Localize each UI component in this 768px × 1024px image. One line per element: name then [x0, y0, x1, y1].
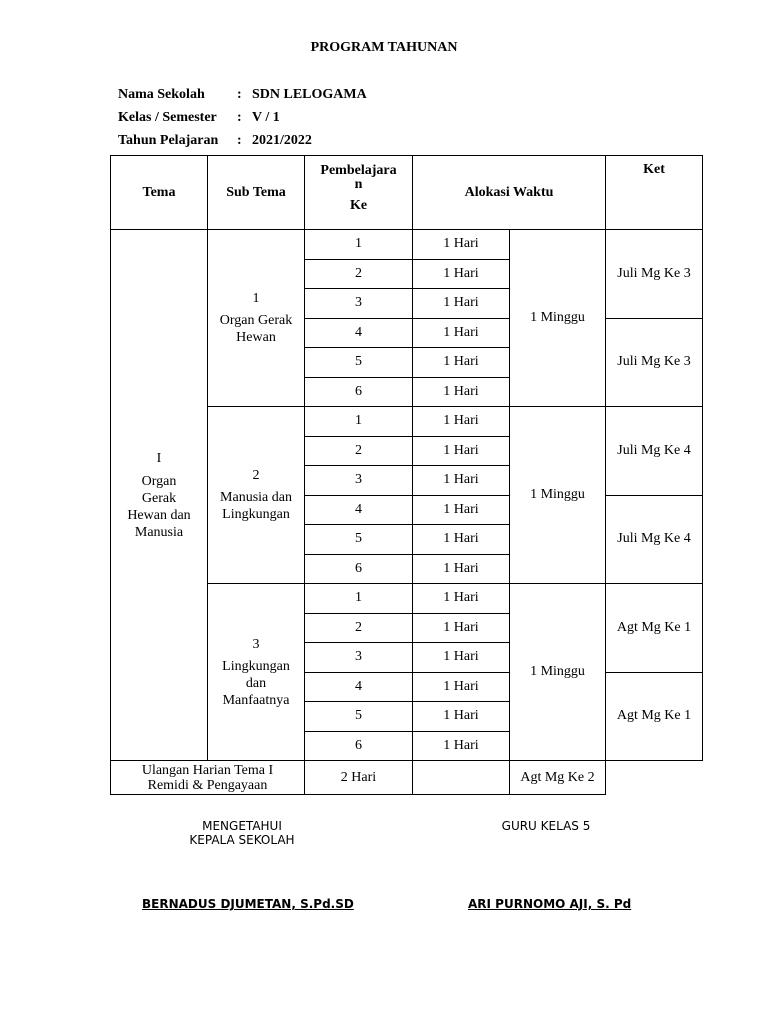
alokasi-hari: 1 Hari	[413, 495, 510, 525]
info-label: Kelas / Semester	[118, 110, 217, 125]
alokasi-hari: 1 Hari	[413, 731, 510, 761]
pembelajaran-ke: 5	[305, 702, 413, 732]
alokasi-hari: 1 Hari	[413, 436, 510, 466]
signature-right-heading	[476, 819, 616, 833]
ulangan-line: Ulangan Harian Tema I	[141, 762, 274, 778]
ket-cell: Agt Mg Ke 1	[606, 584, 703, 673]
pembelajaran-ke: 3	[305, 289, 413, 319]
info-label: Nama Sekolah	[118, 87, 205, 102]
pembelajaran-ke: 2	[305, 259, 413, 289]
alokasi-hari: 1 Hari	[413, 259, 510, 289]
subtema-name-line: Lingkungan	[222, 658, 290, 674]
info-label: Tahun Pelajaran	[118, 133, 219, 148]
pembelajaran-ke: 2	[305, 613, 413, 643]
pembelajaran-ke: 3	[305, 643, 413, 673]
ket-cell: Agt Mg Ke 1	[606, 672, 703, 761]
alokasi-hari: 1 Hari	[413, 318, 510, 348]
tema-cell	[111, 230, 208, 761]
signature-right-line: GURU KELAS 5	[501, 819, 591, 833]
subtema-number: 2	[252, 468, 260, 483]
tema-name-line: Organ	[141, 473, 177, 489]
subtema-name-line: Lingkungan	[222, 507, 290, 522]
header-sub-tema: Sub Tema	[208, 156, 305, 230]
info-separator: :	[237, 110, 242, 125]
header-pembelajaran-line: n	[354, 177, 363, 192]
alokasi-hari: 1 Hari	[413, 584, 510, 614]
subtema-number: 3	[252, 636, 260, 652]
alokasi-hari: 1 Hari	[413, 407, 510, 437]
alokasi-hari: 1 Hari	[413, 554, 510, 584]
document-title: PROGRAM TAHUNAN	[310, 40, 458, 55]
pembelajaran-ke: 4	[305, 495, 413, 525]
table-row	[111, 230, 703, 260]
pembelajaran-ke: 5	[305, 525, 413, 555]
alokasi-hari: 1 Hari	[413, 348, 510, 378]
header-pembelajaran	[305, 156, 413, 230]
alokasi-hari: 1 Hari	[413, 702, 510, 732]
subtema-name-line: Hewan	[236, 330, 276, 345]
signature-left-name: BERNADUS DJUMETAN, S.Pd.SD	[142, 897, 354, 911]
alokasi-hari: 1 Hari	[413, 525, 510, 555]
signature-left-line: MENGETAHUI	[202, 819, 282, 833]
header-pembelajaran-line: Pembelajara	[320, 163, 397, 178]
subtema-cell	[208, 584, 305, 761]
subtema-name-line: Manusia dan	[220, 490, 292, 505]
pembelajaran-ke: 5	[305, 348, 413, 378]
info-value: 2021/2022	[252, 133, 312, 148]
alokasi-hari: 1 Hari	[413, 230, 510, 260]
ket-cell: Juli Mg Ke 3	[606, 230, 703, 319]
pembelajaran-ke: 4	[305, 318, 413, 348]
header-pembelajaran-line: Ke	[349, 198, 368, 213]
subtema-name-line: Manfaatnya	[222, 692, 290, 708]
ulangan-cell	[111, 761, 305, 795]
header-ket: Ket	[606, 156, 703, 230]
program-table	[110, 155, 703, 795]
ulangan-line: Remidi & Pengayaan	[147, 777, 268, 793]
alokasi-hari: 1 Hari	[413, 466, 510, 496]
signature-left-heading	[172, 819, 312, 847]
info-value: SDN LELOGAMA	[252, 87, 367, 102]
ulangan-ket: Agt Mg Ke 2	[510, 761, 606, 795]
pembelajaran-ke: 6	[305, 554, 413, 584]
tema-name-line: Manusia	[134, 524, 184, 540]
alokasi-hari: 1 Hari	[413, 613, 510, 643]
subtema-cell	[208, 230, 305, 407]
info-value: V / 1	[252, 110, 280, 125]
header-tema: Tema	[111, 156, 208, 230]
pembelajaran-ke: 6	[305, 731, 413, 761]
pembelajaran-ke: 6	[305, 377, 413, 407]
alokasi-hari: 1 Hari	[413, 289, 510, 319]
alokasi-hari: 1 Hari	[413, 672, 510, 702]
table-row-ulangan	[111, 761, 703, 795]
header-alokasi: Alokasi Waktu	[413, 156, 606, 230]
subtema-number: 1	[252, 291, 260, 306]
alokasi-minggu: 1 Minggu	[510, 584, 606, 761]
info-separator: :	[237, 133, 242, 148]
ulangan-minggu-empty	[413, 761, 510, 795]
alokasi-hari: 1 Hari	[413, 643, 510, 673]
signature-left-line: KEPALA SEKOLAH	[189, 833, 295, 847]
pembelajaran-ke: 1	[305, 407, 413, 437]
ket-cell: Juli Mg Ke 4	[606, 495, 703, 584]
ket-cell: Juli Mg Ke 4	[606, 407, 703, 496]
info-separator: :	[237, 87, 242, 102]
ulangan-hari: 2 Hari	[305, 761, 413, 795]
signature-right-name: ARI PURNOMO AJI, S. Pd	[468, 897, 632, 911]
alokasi-minggu: 1 Minggu	[510, 407, 606, 584]
tema-name-line: Hewan dan	[127, 507, 191, 523]
tema-name-line: Gerak	[141, 490, 177, 506]
ket-cell: Juli Mg Ke 3	[606, 318, 703, 407]
subtema-name-line: Organ Gerak	[219, 313, 293, 328]
pembelajaran-ke: 2	[305, 436, 413, 466]
pembelajaran-ke: 1	[305, 584, 413, 614]
subtema-name-line: dan	[245, 675, 267, 691]
pembelajaran-ke: 3	[305, 466, 413, 496]
pembelajaran-ke: 4	[305, 672, 413, 702]
subtema-cell	[208, 407, 305, 584]
table-header-row	[111, 156, 703, 230]
alokasi-minggu: 1 Minggu	[510, 230, 606, 407]
tema-number: I	[156, 450, 162, 466]
pembelajaran-ke: 1	[305, 230, 413, 260]
alokasi-hari: 1 Hari	[413, 377, 510, 407]
